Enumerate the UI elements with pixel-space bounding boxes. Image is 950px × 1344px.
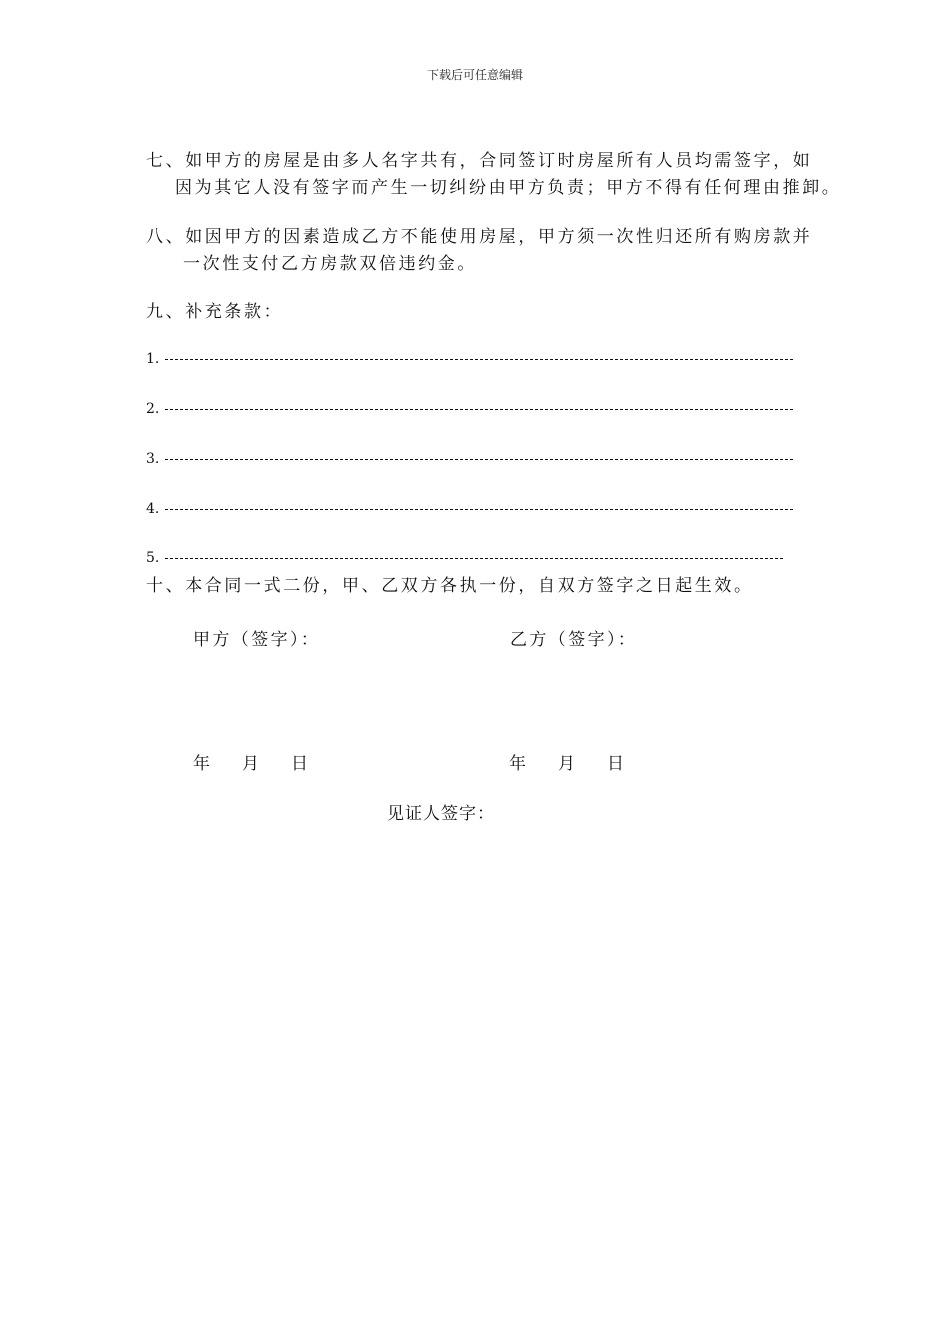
party-b-signature-label: 乙方（签字）：: [510, 630, 638, 650]
party-b-date: [509, 749, 624, 774]
supplement-number: 5.: [146, 550, 160, 566]
supplement-line-3: [146, 449, 159, 469]
supplement-line-2: [146, 399, 159, 419]
blank-line: [165, 409, 793, 411]
blank-line: [165, 359, 793, 361]
date-day: 日: [291, 754, 308, 774]
clause-8-line-1: 八、如因甲方的因素造成乙方不能使用房屋，甲方须一次性归还所有购房款并: [146, 227, 813, 247]
date-month: 月: [558, 754, 575, 774]
page-header: 下载后可任意编辑: [426, 68, 523, 82]
blank-line: [165, 459, 793, 461]
supplement-number: 1.: [146, 351, 160, 367]
date-day: 日: [607, 754, 624, 774]
date-year: 年: [193, 754, 210, 774]
supplement-number: 3.: [146, 451, 160, 467]
supplement-line-5: [146, 548, 159, 568]
clause-7-line-1: 七、如甲方的房屋是由多人名字共有，合同签订时房屋所有人员均需签字，如: [146, 151, 813, 171]
clause-8-line-2: 一次性支付乙方房款双倍违约金。: [183, 254, 477, 274]
date-month: 月: [242, 754, 259, 774]
blank-line: [165, 509, 793, 511]
clause-9-heading: 九、补充条款：: [146, 302, 284, 322]
supplement-line-4: [146, 499, 159, 519]
supplement-number: 4.: [146, 501, 160, 517]
party-a-date: [193, 749, 308, 774]
clause-10: 十、本合同一式二份，甲、乙双方各执一份，自双方签字之日起生效。: [146, 576, 754, 596]
supplement-line-1: [146, 349, 159, 369]
date-year: 年: [509, 754, 526, 774]
blank-line: [165, 558, 783, 560]
clause-7-line-2: 因为其它人没有签字而产生一切纠纷由甲方负责；甲方不得有任何理由推卸。: [175, 178, 842, 198]
supplement-number: 2.: [146, 401, 160, 417]
witness-signature-label: 见证人签字：: [387, 804, 495, 824]
party-a-signature-label: 甲方（签字）：: [193, 630, 321, 650]
